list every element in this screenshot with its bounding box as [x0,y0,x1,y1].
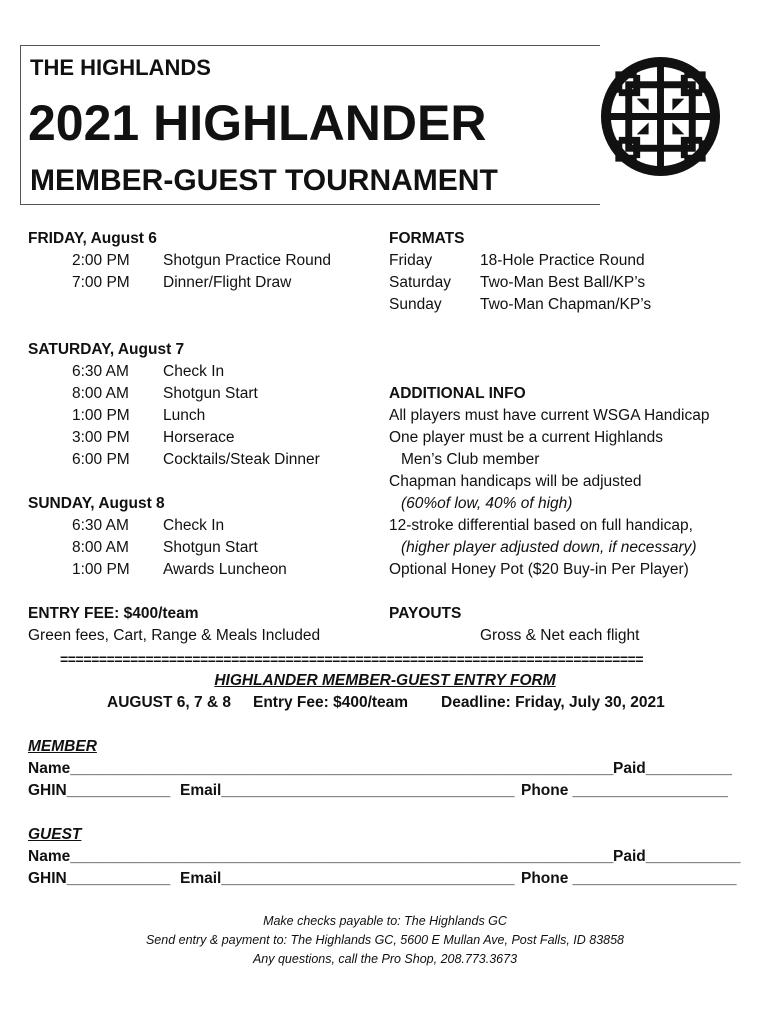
format-day-3: Sunday [389,296,442,313]
page-title: 2021 HIGHLANDER [28,95,487,151]
sunday-time-1: 6:30 AM [72,517,129,534]
saturday-event-1: Check In [163,363,225,380]
additional-info-line: (higher player adjusted down, if necessary) [401,539,697,556]
member-name-field[interactable]: Name_______________________________________________________________ [28,760,614,777]
format-name-2: Two-Man Best Ball/KP’s [480,274,646,291]
saturday-event-4: Horserace [163,429,235,446]
format-day-1: Friday [389,252,433,269]
saturday-time-5: 6:00 PM [72,451,130,468]
friday-event-1: Shotgun Practice Round [163,252,332,269]
page-subtitle: MEMBER-GUEST TOURNAMENT [30,164,498,197]
footer-payable: Make checks payable to: The Highlands GC [263,914,507,928]
additional-info-line: (60%of low, 40% of high) [401,495,573,512]
friday-event-2: Dinner/Flight Draw [163,274,292,291]
entry-form-deadline: Deadline: Friday, July 30, 2021 [441,694,665,711]
member-ghin-field[interactable]: GHIN____________ [28,782,171,799]
entry-form-title: HIGHLANDER MEMBER-GUEST ENTRY FORM [214,672,556,689]
guest-email-field[interactable]: Email__________________________________ [180,870,515,887]
format-name-3: Two-Man Chapman/KP’s [480,296,652,313]
additional-info-line: All players must have current WSGA Handicap [389,407,710,424]
member-email-field[interactable]: Email__________________________________ [180,782,515,799]
saturday-event-5: Cocktails/Steak Dinner [163,451,320,468]
footer-address: Send entry & payment to: The Highlands GC, 5600 E Mullan Ave, Post Falls, ID 83858 [145,933,625,947]
saturday-time-3: 1:00 PM [72,407,130,424]
sunday-time-3: 1:00 PM [72,561,130,578]
sunday-event-3: Awards Luncheon [163,561,287,578]
friday-heading: FRIDAY, August 6 [28,230,157,247]
saturday-event-3: Lunch [163,407,206,424]
sunday-heading: SUNDAY, August 8 [28,495,165,512]
additional-info-line: 12-stroke differential based on full handicap, [389,517,693,534]
payouts-heading: PAYOUTS [389,605,462,622]
guest-heading: GUEST [28,826,82,843]
guest-phone-field[interactable]: Phone ___________________ [521,870,737,887]
member-phone-field[interactable]: Phone __________________ [521,782,728,799]
friday-time-1: 2:00 PM [72,252,130,269]
payouts-detail: Gross & Net each flight [480,627,640,644]
sunday-time-2: 8:00 AM [72,539,129,556]
sunday-event-1: Check In [163,517,225,534]
guest-paid-field[interactable]: Paid___________ [613,848,741,865]
saturday-time-1: 6:30 AM [72,363,129,380]
cut-line-separator: =========================================================================== [60,651,644,667]
additional-info-line: One player must be a current Highlands [389,429,663,446]
additional-info-line: Men’s Club member [401,451,540,468]
footer-contact: Any questions, call the Pro Shop, 208.773.3673 [252,952,518,966]
entry-form-dates: AUGUST 6, 7 & 8 [107,694,232,711]
saturday-heading: SATURDAY, August 7 [28,341,185,358]
saturday-time-4: 3:00 PM [72,429,130,446]
saturday-event-2: Shotgun Start [163,385,258,402]
additional-info-line: Optional Honey Pot ($20 Buy-in Per Player) [389,561,689,578]
additional-info-heading: ADDITIONAL INFO [389,385,526,402]
entry-fee-detail: Green fees, Cart, Range & Meals Included [28,627,321,644]
saturday-time-2: 8:00 AM [72,385,129,402]
additional-info-line: Chapman handicaps will be adjusted [389,473,642,490]
sunday-event-2: Shotgun Start [163,539,258,556]
entry-fee-heading: ENTRY FEE: $400/team [28,605,199,622]
entry-form-fee: Entry Fee: $400/team [253,694,409,711]
guest-name-field[interactable]: Name_______________________________________________________________ [28,848,614,865]
celtic-knot-shield-icon [597,53,724,180]
format-name-1: 18-Hole Practice Round [480,252,645,269]
friday-time-2: 7:00 PM [72,274,130,291]
format-day-2: Saturday [389,274,452,291]
guest-ghin-field[interactable]: GHIN____________ [28,870,171,887]
member-heading: MEMBER [28,738,97,755]
formats-heading: FORMATS [389,230,465,247]
member-paid-field[interactable]: Paid__________ [613,760,732,777]
club-name: THE HIGHLANDS [30,55,211,80]
